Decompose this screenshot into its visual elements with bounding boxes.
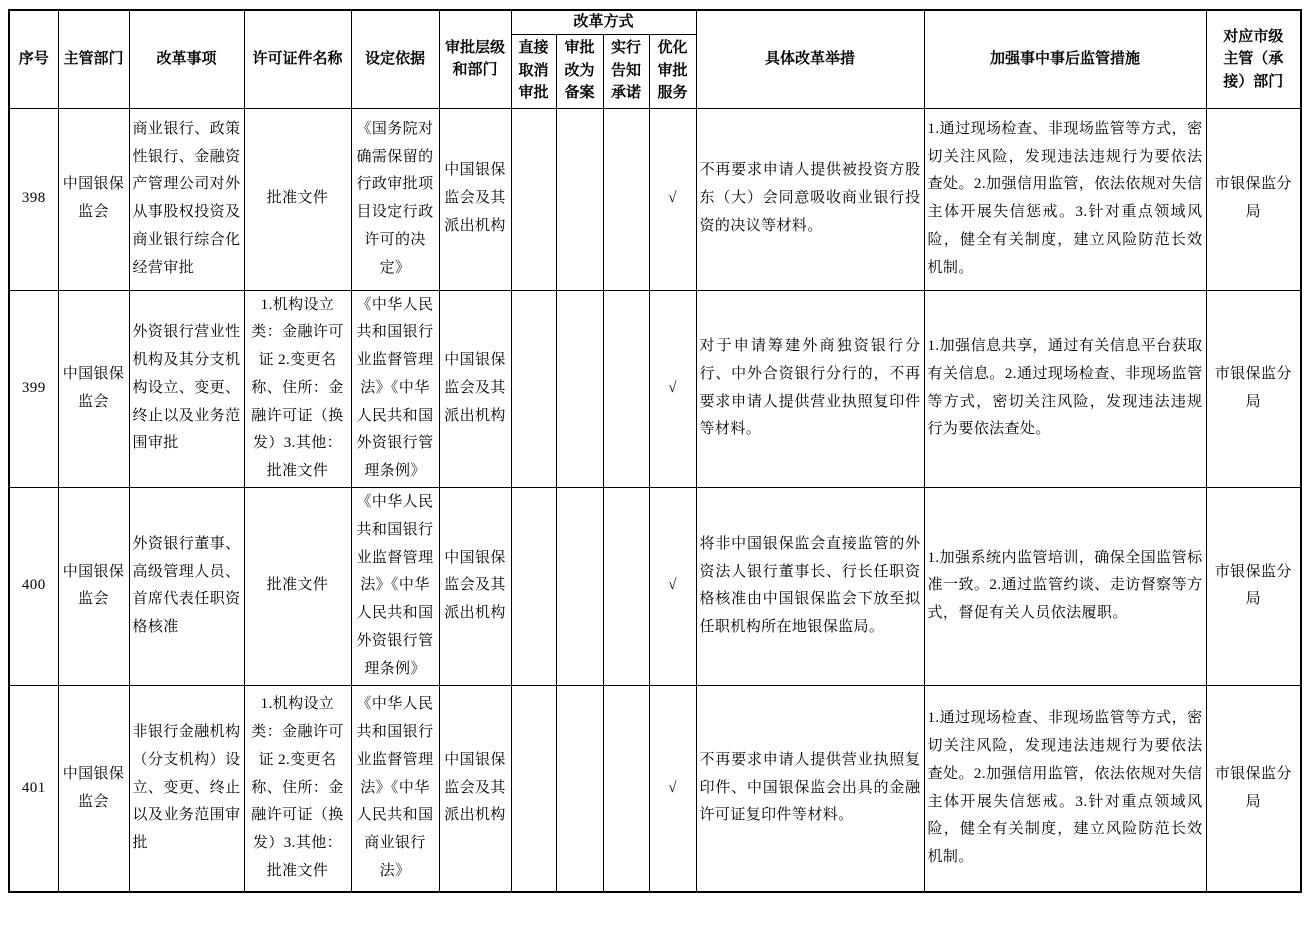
- col-header-optimize-service: 优化审批服务: [649, 34, 696, 108]
- cell-license-name: 1.机构设立类：金融许可证 2.变更名称、住所：金融许可证（换发）3.其他：批准文件: [244, 290, 351, 487]
- cell-optimize-service check-mark: √: [649, 108, 696, 290]
- cell-department: 中国银保监会: [58, 685, 129, 892]
- table-row: [9, 487, 1301, 685]
- cell-index: 400: [9, 487, 58, 685]
- col-header-license-name: 许可证件名称: [244, 10, 351, 108]
- cell-department: 中国银保监会: [58, 487, 129, 685]
- cell-index: 398: [9, 108, 58, 290]
- cell-legal-basis: 《中华人民共和国银行业监督管理法》《中华人民共和国外资银行管理条例》: [351, 290, 439, 487]
- cell-legal-basis: 《中华人民共和国银行业监督管理法》《中华人民共和国商业银行法》: [351, 685, 439, 892]
- cell-department: 中国银保监会: [58, 290, 129, 487]
- col-header-change-to-record: 审批改为备案: [556, 34, 603, 108]
- cell-license-name: 批准文件: [244, 487, 351, 685]
- cell-change-to-record: [556, 108, 603, 290]
- cell-index: 401: [9, 685, 58, 892]
- col-header-notification-commitment: 实行告知承诺: [603, 34, 649, 108]
- cell-direct-cancel: [511, 108, 556, 290]
- cell-supervision-measures: 1.加强系统内监管培训，确保全国监管标准一致。2.通过监管约谈、走访督察等方式，督促有关人员依法履职。: [924, 487, 1206, 685]
- col-header-department: 主管部门: [58, 10, 129, 108]
- cell-municipal-department: 市银保监分局: [1206, 685, 1301, 892]
- cell-reform-measures: 对于申请筹建外商独资银行分行、中外合资银行分行的，不再要求申请人提供营业执照复印件等材料。: [696, 290, 924, 487]
- table-header: [9, 10, 1301, 108]
- reform-items-table: [8, 9, 1302, 893]
- cell-direct-cancel: [511, 685, 556, 892]
- table-row: [9, 108, 1301, 290]
- cell-notification-commitment: [603, 685, 649, 892]
- cell-direct-cancel: [511, 290, 556, 487]
- cell-reform-item: 外资银行营业性机构及其分支机构设立、变更、终止以及业务范围审批: [129, 290, 244, 487]
- cell-approval-level: 中国银保监会及其派出机构: [439, 487, 511, 685]
- header-row-group: [9, 10, 1301, 34]
- col-header-reform-measures: 具体改革举措: [696, 10, 924, 108]
- col-header-index: 序号: [9, 10, 58, 108]
- col-header-approval-level: 审批层级和部门: [439, 10, 511, 108]
- col-header-supervision-measures: 加强事中事后监管措施: [924, 10, 1206, 108]
- cell-reform-item: 商业银行、政策性银行、金融资产管理公司对外从事股权投资及商业银行综合化经营审批: [129, 108, 244, 290]
- col-header-reform-item: 改革事项: [129, 10, 244, 108]
- cell-optimize-service check-mark: √: [649, 487, 696, 685]
- cell-legal-basis: 《国务院对确需保留的行政审批项目设定行政许可的决定》: [351, 108, 439, 290]
- cell-department: 中国银保监会: [58, 108, 129, 290]
- cell-reform-item: 非银行金融机构（分支机构）设立、变更、终止以及业务范围审批: [129, 685, 244, 892]
- col-header-reform-method-group: 改革方式: [511, 10, 696, 34]
- cell-change-to-record: [556, 487, 603, 685]
- cell-notification-commitment: [603, 108, 649, 290]
- col-header-legal-basis: 设定依据: [351, 10, 439, 108]
- cell-optimize-service check-mark: √: [649, 290, 696, 487]
- cell-notification-commitment: [603, 487, 649, 685]
- cell-reform-measures: 不再要求申请人提供营业执照复印件、中国银保监会出具的金融许可证复印件等材料。: [696, 685, 924, 892]
- cell-optimize-service check-mark: √: [649, 685, 696, 892]
- col-header-direct-cancel: 直接取消审批: [511, 34, 556, 108]
- cell-reform-measures: 不再要求申请人提供被投资方股东（大）会同意吸收商业银行投资的决议等材料。: [696, 108, 924, 290]
- col-header-municipal-department: 对应市级主管（承接）部门: [1206, 10, 1301, 108]
- cell-direct-cancel: [511, 487, 556, 685]
- cell-notification-commitment: [603, 290, 649, 487]
- cell-index: 399: [9, 290, 58, 487]
- cell-municipal-department: 市银保监分局: [1206, 108, 1301, 290]
- cell-municipal-department: 市银保监分局: [1206, 290, 1301, 487]
- cell-supervision-measures: 1.通过现场检查、非现场监管等方式，密切关注风险，发现违法违规行为要依法查处。2.加强信用监管，依法依规对失信主体开展失信惩戒。3.针对重点领域风险，健全有关制度，建立风险防范长效机制。: [924, 108, 1206, 290]
- cell-change-to-record: [556, 685, 603, 892]
- cell-approval-level: 中国银保监会及其派出机构: [439, 108, 511, 290]
- cell-supervision-measures: 1.通过现场检查、非现场监管等方式，密切关注风险，发现违法违规行为要依法查处。2.加强信用监管，依法依规对失信主体开展失信惩戒。3.针对重点领域风险，健全有关制度，建立风险防范长效机制。: [924, 685, 1206, 892]
- cell-license-name: 批准文件: [244, 108, 351, 290]
- table-row: [9, 290, 1301, 487]
- cell-change-to-record: [556, 290, 603, 487]
- cell-reform-measures: 将非中国银保监会直接监管的外资法人银行董事长、行长任职资格核准由中国银保监会下放至拟任职机构所在地银保监局。: [696, 487, 924, 685]
- cell-legal-basis: 《中华人民共和国银行业监督管理法》《中华人民共和国外资银行管理条例》: [351, 487, 439, 685]
- cell-license-name: 1.机构设立类：金融许可证 2.变更名称、住所：金融许可证（换发）3.其他：批准文件: [244, 685, 351, 892]
- cell-approval-level: 中国银保监会及其派出机构: [439, 685, 511, 892]
- table-row: [9, 685, 1301, 892]
- cell-reform-item: 外资银行董事、高级管理人员、首席代表任职资格核准: [129, 487, 244, 685]
- cell-supervision-measures: 1.加强信息共享，通过有关信息平台获取有关信息。2.通过现场检查、非现场监管等方式，密切关注风险，发现违法违规行为要依法查处。: [924, 290, 1206, 487]
- cell-approval-level: 中国银保监会及其派出机构: [439, 290, 511, 487]
- cell-municipal-department: 市银保监分局: [1206, 487, 1301, 685]
